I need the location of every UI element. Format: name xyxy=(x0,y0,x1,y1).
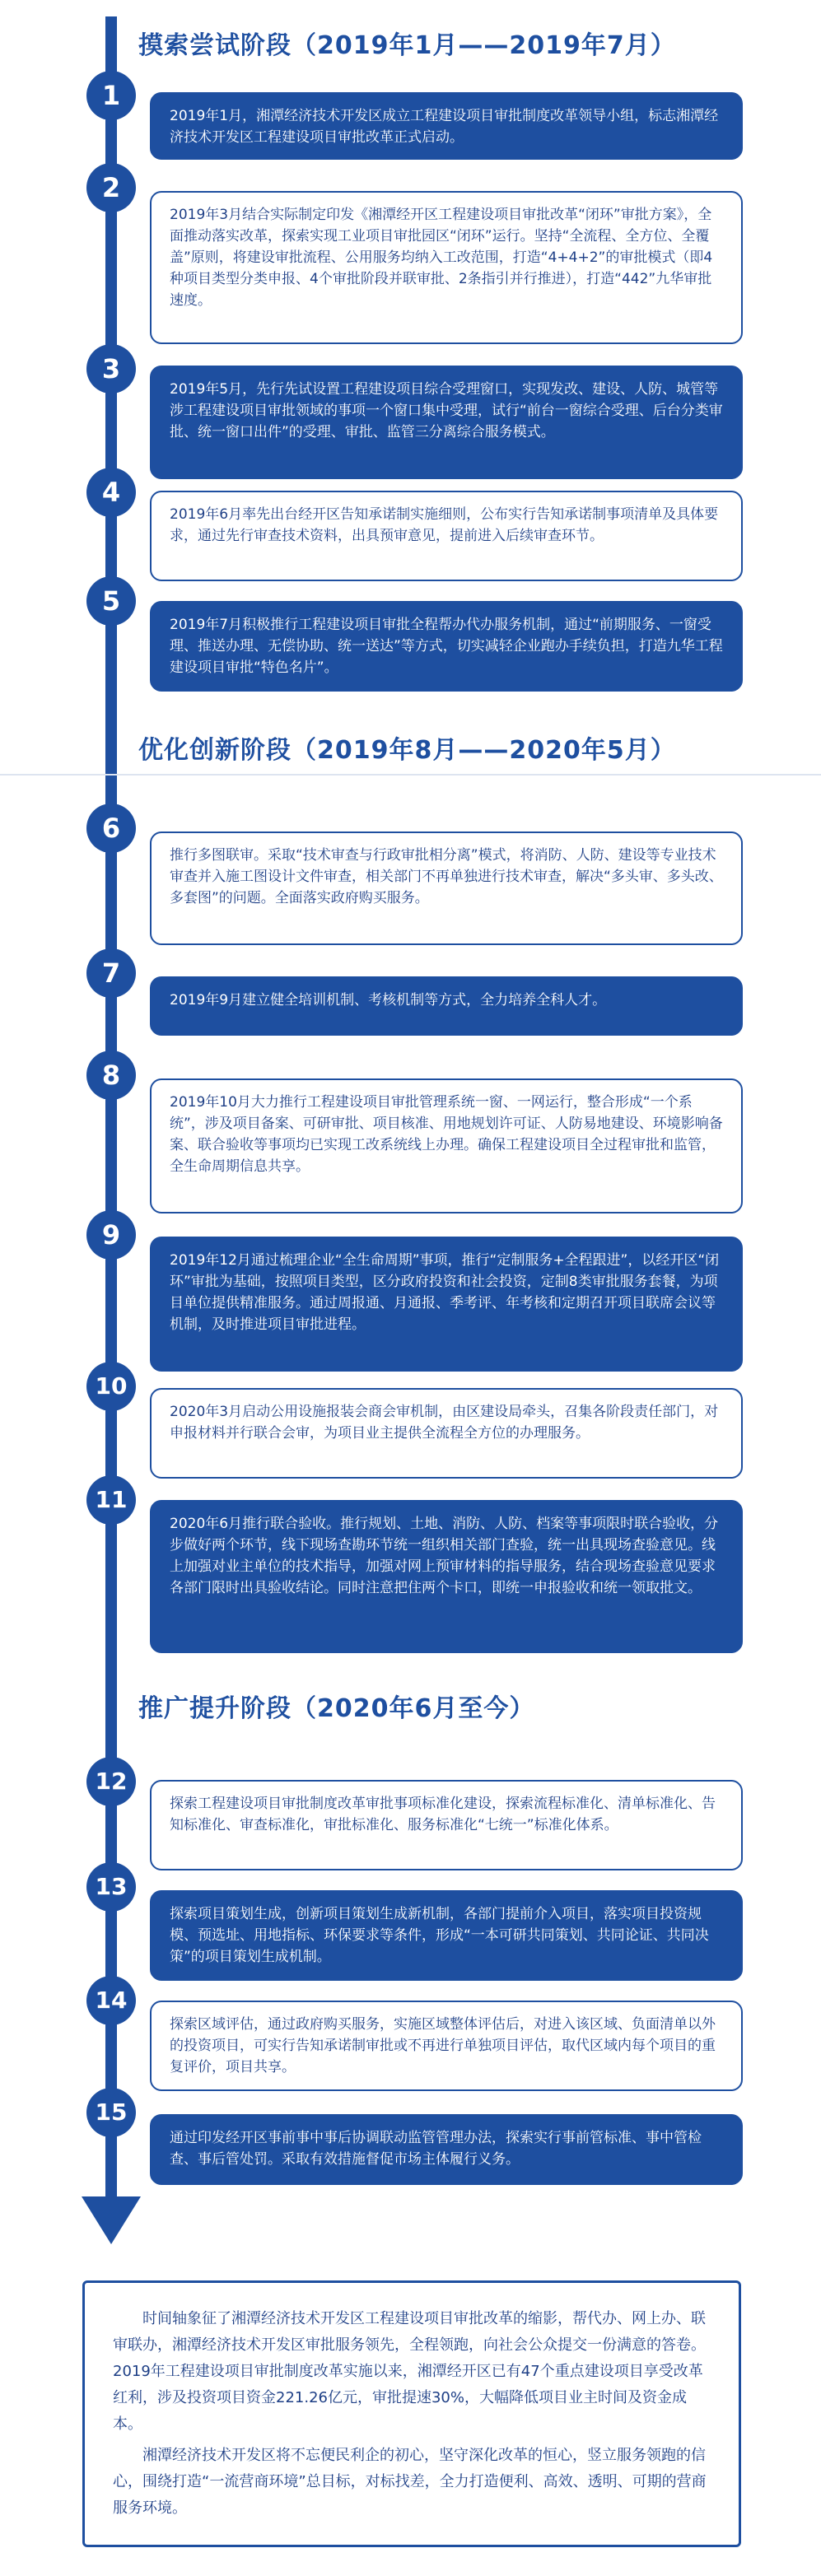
event-box-7: 2019年9月建立健全培训机制、考核机制等方式，全力培养全科人才。 xyxy=(150,976,743,1036)
summary-paragraph-2: 湘潭经济技术开发区将不忘便民利企的初心，坚守深化改革的恒心，竖立服务领跑的信心，围绕打造“一流营商环境”总目标，对标找差，全力打造便利、高效、透明、可期的营商服务环境。 xyxy=(113,2447,707,2517)
step-number-4: 4 xyxy=(86,468,136,517)
step-number-14: 14 xyxy=(86,1976,136,2025)
event-box-4: 2019年6月率先出台经开区告知承诺制实施细则，公布实行告知承诺制事项清单及具体要求，通过先行审查技术资料，出具预审意见，提前进入后续审查环节。 xyxy=(150,491,743,581)
event-box-13: 探索项目策划生成，创新项目策划生成新机制，各部门提前介入项目，落实项目投资规模、预选址、用地指标、环保要求等条件，形成“一本可研共同策划、共同论证、共同决策”的项目策划生成机制。 xyxy=(150,1890,743,1981)
stage-title-3: 推广提升阶段（2020年6月至今） xyxy=(138,1694,535,1723)
event-box-5: 2019年7月积极推行工程建设项目审批全程帮办代办服务机制，通过“前期服务、一窗受理、推送办理、无偿协助、统一送达”等方式，切实减轻企业跑办手续负担，打造九华工程建设项目审批“特色名片”。 xyxy=(150,601,743,692)
summary-box xyxy=(82,2280,741,2547)
step-number-5: 5 xyxy=(86,576,136,626)
event-box-3: 2019年5月，先行先试设置工程建设项目综合受理窗口，实现发改、建设、人防、城管等涉工程建设项目审批领域的事项一个窗口集中受理，试行“前台一窗综合受理、后台分类审批、统一窗口出件”的受理、审批、监管三分离综合服务模式。 xyxy=(150,366,743,479)
step-number-6: 6 xyxy=(86,804,136,853)
event-box-8: 2019年10月大力推行工程建设项目审批管理系统一窗、一网运行，整合形成“一个系统”，涉及项目备案、可研审批、项目核准、用地规划许可证、人防易地建设、环境影响备案、联合验收等事项均已实现工改系统线上办理。确保工程建设项目全过程审批和监管，全生命周期信息共享。 xyxy=(150,1078,743,1213)
event-box-11: 2020年6月推行联合验收。推行规划、土地、消防、人防、档案等事项限时联合验收，分步做好两个环节，线下现场查勘环节统一组织相关部门查验，统一出具现场查验意见。线上加强对业主单位的技术指导，加强对网上预审材料的指导服务，结合现场查验意见要求各部门限时出具验收结论。同时注意把住两个卡口，即统一申报验收和统一领取批文。 xyxy=(150,1500,743,1653)
timeline-arrow xyxy=(82,2196,141,2244)
step-number-7: 7 xyxy=(86,948,136,998)
step-number-1: 1 xyxy=(86,71,136,120)
event-box-10: 2020年3月启动公用设施报装会商会审机制，由区建设局牵头，召集各阶段责任部门，对申报材料并行联合会审，为项目业主提供全流程全方位的办理服务。 xyxy=(150,1388,743,1479)
event-box-14: 探索区域评估，通过政府购买服务，实施区域整体评估后，对进入该区域、负面清单以外的投资项目，可实行告知承诺制审批或不再进行单独项目评估，取代区域内每个项目的重复评价，项目共享。 xyxy=(150,2001,743,2091)
event-box-6: 推行多图联审。采取“技术审查与行政审批相分离”模式，将消防、人防、建设等专业技术审查并入施工图设计文件审查，相关部门不再单独进行技术审查，解决“多头审、多头改、多套图”的问题。全面落实政府购买服务。 xyxy=(150,831,743,945)
step-number-2: 2 xyxy=(86,163,136,212)
step-number-15: 15 xyxy=(86,2088,136,2137)
step-number-12: 12 xyxy=(86,1757,136,1806)
stage-title-1: 摸索尝试阶段（2019年1月——2019年7月） xyxy=(138,31,676,60)
event-box-9: 2019年12月通过梳理企业“全生命周期”事项，推行“定制服务+全程跟进”，以经开区“闭环”审批为基础，按照项目类型，区分政府投资和社会投资，定制8类审批服务套餐，为项目单位提供精准服务。通过周报通、月通报、季考评、年考核和定期召开项目联席会议等机制，及时推进项目审批进程。 xyxy=(150,1237,743,1372)
divider xyxy=(0,774,821,776)
event-box-2: 2019年3月结合实际制定印发《湘潭经开区工程建设项目审批改革“闭环”审批方案》，全面推动落实改革，探索实现工业项目审批园区“闭环”运行。坚持“全流程、全方位、全覆盖”原则，将建设审批流程、公用服务均纳入工改范围，打造“4+4+2”的审批模式（即4种项目类型分类申报、4个审批阶段并联审批、2条指引并行推进），打造“442”九华审批速度。 xyxy=(150,191,743,344)
step-number-3: 3 xyxy=(86,344,136,394)
summary-paragraph-1: 时间轴象征了湘潭经济技术开发区工程建设项目审批改革的缩影，帮代办、网上办、联审联办，湘潭经济技术开发区审批服务领先，全程领跑，向社会公众提交一份满意的答卷。2019年工程建设项目审批制度改革实施以来，湘潭经开区已有47个重点建设项目享受改革红利，涉及投资项目资金221.26亿元，审批提速30%，大幅降低项目业主时间及资金成本。 xyxy=(113,2310,706,2433)
step-number-8: 8 xyxy=(86,1050,136,1100)
step-number-9: 9 xyxy=(86,1210,136,1260)
step-number-11: 11 xyxy=(86,1475,136,1525)
event-box-12: 探索工程建设项目审批制度改革审批事项标准化建设，探索流程标准化、清单标准化、告知标准化、审查标准化，审批标准化、服务标准化“七统一”标准化体系。 xyxy=(150,1780,743,1870)
event-box-1: 2019年1月，湘潭经济技术开发区成立工程建设项目审批制度改革领导小组，标志湘潭经济技术开发区工程建设项目审批改革正式启动。 xyxy=(150,92,743,160)
step-number-10: 10 xyxy=(86,1362,136,1411)
step-number-13: 13 xyxy=(86,1862,136,1912)
event-box-15: 通过印发经开区事前事中事后协调联动监管管理办法，探索实行事前管标准、事中管检查、事后管处罚。采取有效措施督促市场主体履行义务。 xyxy=(150,2114,743,2185)
stage-title-2: 优化创新阶段（2019年8月——2020年5月） xyxy=(138,736,676,765)
